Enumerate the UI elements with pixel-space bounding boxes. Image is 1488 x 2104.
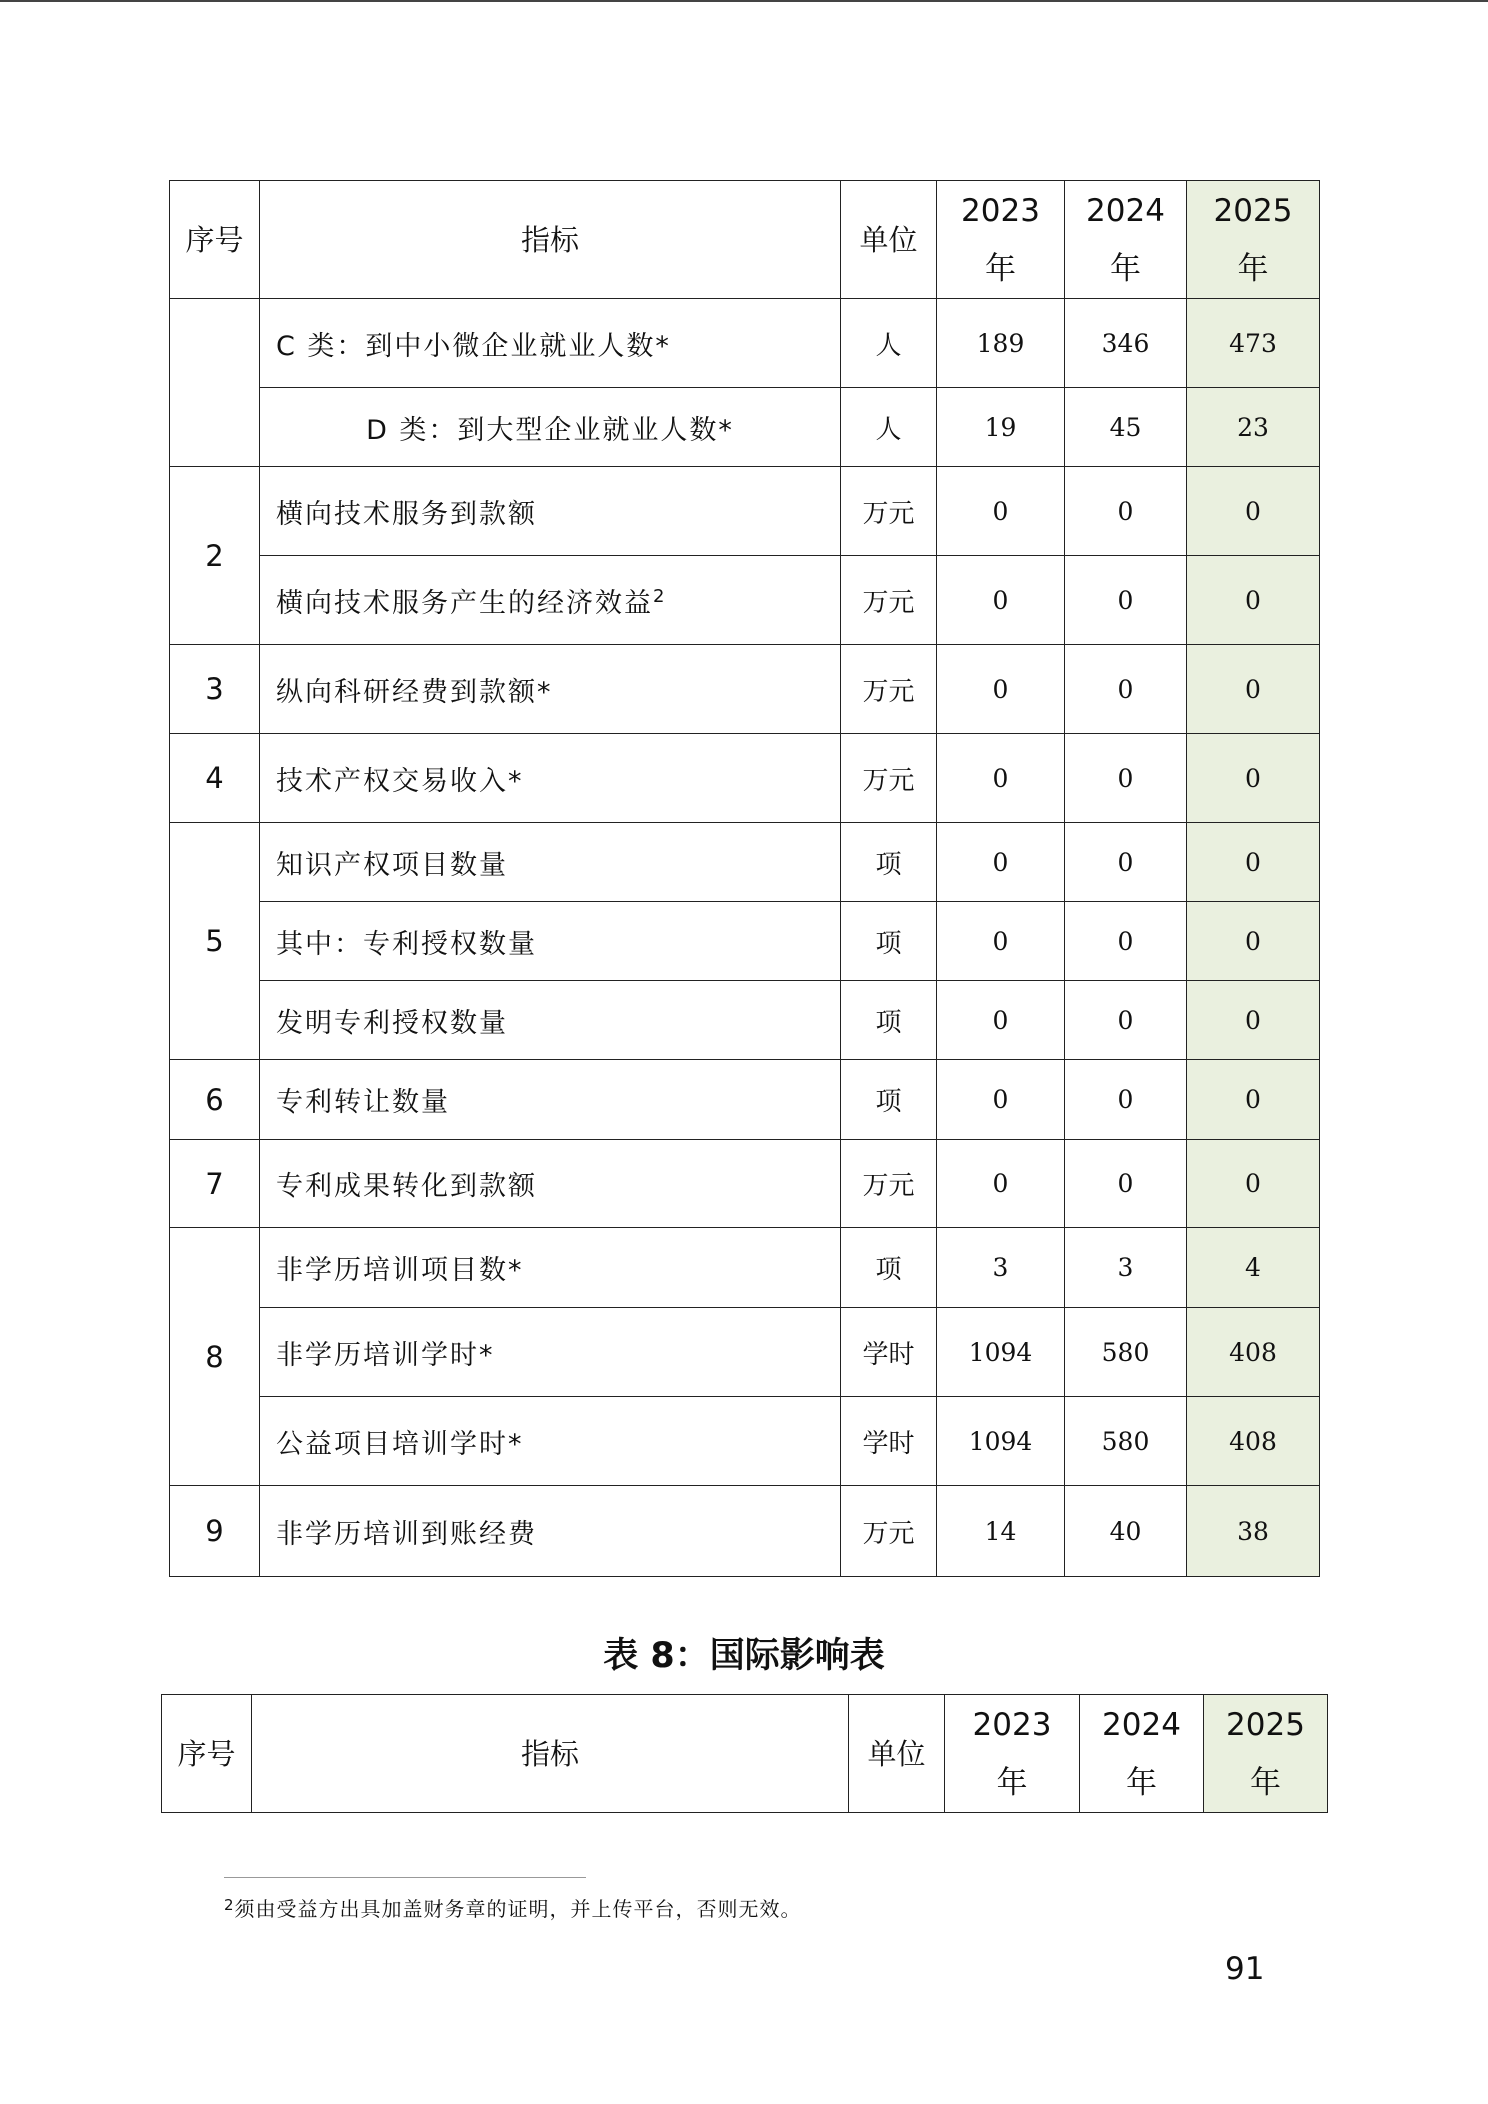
row-unit: 学时 bbox=[841, 1397, 937, 1486]
value-2023: 0 bbox=[937, 645, 1065, 734]
row-indicator: 纵向科研经费到款额* bbox=[260, 645, 841, 734]
row-unit: 万元 bbox=[841, 1140, 937, 1228]
value-2024: 0 bbox=[1065, 556, 1187, 645]
value-2025: 408 bbox=[1187, 1308, 1320, 1397]
value-2023: 0 bbox=[937, 556, 1065, 645]
value-2024: 0 bbox=[1065, 467, 1187, 556]
row-unit: 万元 bbox=[841, 734, 937, 823]
table-header-row bbox=[170, 181, 1320, 299]
value-2025: 4 bbox=[1187, 1228, 1320, 1308]
row-seq: 2 bbox=[170, 467, 260, 645]
row-indicator: 横向技术服务到款额 bbox=[260, 467, 841, 556]
value-2024: 0 bbox=[1065, 823, 1187, 902]
row-unit: 人 bbox=[841, 388, 937, 467]
value-2023: 0 bbox=[937, 1140, 1065, 1228]
value-2025: 0 bbox=[1187, 1140, 1320, 1228]
value-2024: 580 bbox=[1065, 1397, 1187, 1486]
row-unit: 项 bbox=[841, 1228, 937, 1308]
value-2025: 0 bbox=[1187, 734, 1320, 823]
value-2024: 45 bbox=[1065, 388, 1187, 467]
value-2024: 0 bbox=[1065, 902, 1187, 981]
header-seq: 序号 bbox=[170, 181, 260, 299]
page-number: 91 bbox=[1225, 1951, 1265, 1987]
row-seq: 7 bbox=[170, 1140, 260, 1228]
row-indicator: 专利成果转化到款额 bbox=[260, 1140, 841, 1228]
value-2025: 0 bbox=[1187, 467, 1320, 556]
value-2023: 1094 bbox=[937, 1397, 1065, 1486]
table-row bbox=[170, 388, 1320, 467]
table-row bbox=[170, 1486, 1320, 1577]
header-indicator: 指标 bbox=[252, 1695, 849, 1813]
row-unit: 学时 bbox=[841, 1308, 937, 1397]
row-indicator: 非学历培训项目数* bbox=[260, 1228, 841, 1308]
row-indicator: 非学历培训到账经费 bbox=[260, 1486, 841, 1577]
value-2024: 0 bbox=[1065, 645, 1187, 734]
header-seq: 序号 bbox=[162, 1695, 252, 1813]
row-seq: 6 bbox=[170, 1060, 260, 1140]
table-row bbox=[170, 467, 1320, 556]
table-row bbox=[170, 1140, 1320, 1228]
value-2023: 0 bbox=[937, 467, 1065, 556]
value-2024: 3 bbox=[1065, 1228, 1187, 1308]
row-seq: 8 bbox=[170, 1228, 260, 1486]
value-2024: 346 bbox=[1065, 299, 1187, 388]
header-unit: 单位 bbox=[849, 1695, 945, 1813]
value-2025: 0 bbox=[1187, 556, 1320, 645]
row-seq: 4 bbox=[170, 734, 260, 823]
table-row bbox=[170, 981, 1320, 1060]
row-indicator: C 类：到中小微企业就业人数* bbox=[260, 299, 841, 388]
table-row bbox=[170, 734, 1320, 823]
header-2023: 2023 年 bbox=[937, 181, 1065, 299]
value-2024: 40 bbox=[1065, 1486, 1187, 1577]
table-header-row bbox=[162, 1695, 1328, 1813]
value-2025: 0 bbox=[1187, 823, 1320, 902]
row-unit: 项 bbox=[841, 981, 937, 1060]
table-row bbox=[170, 1397, 1320, 1486]
table-row bbox=[170, 1308, 1320, 1397]
header-indicator: 指标 bbox=[260, 181, 841, 299]
table-8-caption: 表 8：国际影响表 bbox=[603, 1636, 885, 1676]
footnote-text: 须由受益方出具加盖财务章的证明，并上传平台，否则无效。 bbox=[234, 1897, 802, 1921]
value-2023: 3 bbox=[937, 1228, 1065, 1308]
footnote-mark: 2 bbox=[653, 585, 665, 607]
value-2025: 408 bbox=[1187, 1397, 1320, 1486]
value-2024: 0 bbox=[1065, 981, 1187, 1060]
value-2023: 1094 bbox=[937, 1308, 1065, 1397]
header-2023: 2023 年 bbox=[945, 1695, 1080, 1813]
table-row bbox=[170, 556, 1320, 645]
row-indicator: 发明专利授权数量 bbox=[260, 981, 841, 1060]
row-unit: 项 bbox=[841, 823, 937, 902]
row-seq: 9 bbox=[170, 1486, 260, 1577]
row-unit: 万元 bbox=[841, 467, 937, 556]
table-row bbox=[170, 1060, 1320, 1140]
header-2025: 2025 年 bbox=[1204, 1695, 1328, 1813]
row-unit: 万元 bbox=[841, 556, 937, 645]
row-seq: 5 bbox=[170, 823, 260, 1060]
value-2025: 38 bbox=[1187, 1486, 1320, 1577]
value-2025: 0 bbox=[1187, 902, 1320, 981]
row-indicator: 横向技术服务产生的经济效益$^2$ bbox=[260, 556, 841, 645]
footnote-mark: 2 bbox=[224, 1896, 235, 1914]
row-unit: 万元 bbox=[841, 645, 937, 734]
table-row bbox=[170, 1228, 1320, 1308]
value-2023: 189 bbox=[937, 299, 1065, 388]
value-2023: 0 bbox=[937, 734, 1065, 823]
row-indicator: 公益项目培训学时* bbox=[260, 1397, 841, 1486]
header-2024: 2024 年 bbox=[1065, 181, 1187, 299]
table-row bbox=[170, 823, 1320, 902]
row-unit: 万元 bbox=[841, 1486, 937, 1577]
value-2023: 19 bbox=[937, 388, 1065, 467]
row-seq: 3 bbox=[170, 645, 260, 734]
row-indicator: 其中：专利授权数量 bbox=[260, 902, 841, 981]
row-seq bbox=[170, 299, 260, 467]
value-2025: 23 bbox=[1187, 388, 1320, 467]
footnote-divider bbox=[224, 1877, 586, 1878]
value-2025: 473 bbox=[1187, 299, 1320, 388]
value-2023: 0 bbox=[937, 823, 1065, 902]
employment-and-services-table bbox=[169, 180, 1320, 1577]
value-2024: 0 bbox=[1065, 734, 1187, 823]
value-2024: 0 bbox=[1065, 1060, 1187, 1140]
header-2024: 2024 年 bbox=[1080, 1695, 1204, 1813]
value-2023: 0 bbox=[937, 981, 1065, 1060]
table-row bbox=[170, 645, 1320, 734]
international-influence-table bbox=[161, 1694, 1328, 1813]
value-2024: 580 bbox=[1065, 1308, 1187, 1397]
value-2023: 14 bbox=[937, 1486, 1065, 1577]
row-unit: 人 bbox=[841, 299, 937, 388]
footnote bbox=[224, 1893, 802, 1922]
table-row bbox=[170, 299, 1320, 388]
value-2025: 0 bbox=[1187, 645, 1320, 734]
row-indicator: 知识产权项目数量 bbox=[260, 823, 841, 902]
value-2025: 0 bbox=[1187, 1060, 1320, 1140]
row-indicator: 专利转让数量 bbox=[260, 1060, 841, 1140]
table-row bbox=[170, 902, 1320, 981]
top-border-line bbox=[0, 0, 1488, 2]
value-2025: 0 bbox=[1187, 981, 1320, 1060]
header-2025: 2025 年 bbox=[1187, 181, 1320, 299]
row-indicator: D 类：到大型企业就业人数* bbox=[260, 388, 841, 467]
row-indicator: 技术产权交易收入* bbox=[260, 734, 841, 823]
value-2024: 0 bbox=[1065, 1140, 1187, 1228]
row-indicator: 非学历培训学时* bbox=[260, 1308, 841, 1397]
value-2023: 0 bbox=[937, 902, 1065, 981]
value-2023: 0 bbox=[937, 1060, 1065, 1140]
row-unit: 项 bbox=[841, 902, 937, 981]
row-unit: 项 bbox=[841, 1060, 937, 1140]
header-unit: 单位 bbox=[841, 181, 937, 299]
